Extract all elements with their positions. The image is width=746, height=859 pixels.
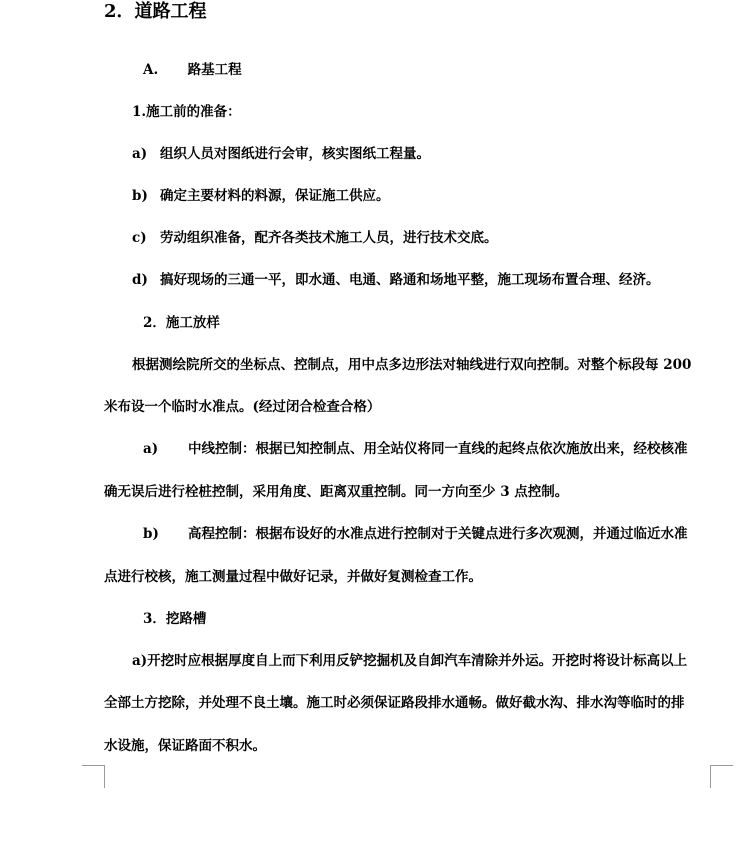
prep-item: [132, 228, 498, 248]
trench-title: 3．挖路槽: [143, 611, 207, 627]
prep-item-label: d): [132, 272, 148, 288]
prep-item: [132, 144, 430, 164]
elevation-control-line: 点进行校核，施工测量过程中做好记录，并做好复测检查工作。: [104, 569, 482, 585]
subsection-label: A.: [143, 62, 159, 78]
layout-section-title: 2．施工放样: [143, 315, 220, 331]
centerline-text: 中线控制：根据已知控制点、用全站仪将同一直线的起终点依次施放出来，经校核准: [188, 441, 688, 457]
trench-paragraph-line: a)开挖时应根据厚度自上而下利用反铲挖掘机及自卸汽车清除并外运。开挖时将设计标高以上: [132, 653, 688, 669]
centerline-label: a): [143, 441, 159, 457]
prep-title: 1.施工前的准备：: [132, 104, 241, 120]
centerline-control-line: [143, 439, 688, 459]
prep-item-label: c): [132, 230, 147, 246]
prep-item-text: 组织人员对图纸进行会审，核实图纸工程量。: [160, 146, 430, 162]
prep-item-label: a): [132, 146, 148, 162]
prep-item-label: b): [132, 188, 148, 204]
elevation-control-line: [143, 524, 688, 544]
prep-item-text: 确定主要材料的料源，保证施工供应。: [160, 188, 390, 204]
subsection-title: 路基工程: [187, 62, 242, 78]
section-heading: 2．道路工程: [104, 1, 207, 22]
prep-item: [132, 186, 390, 206]
page-corner-mark-left: [82, 765, 105, 788]
elevation-text: 高程控制：根据布设好的水准点进行控制对于关键点进行多次观测，并通过临近水准: [188, 526, 688, 542]
subsection-heading: [143, 60, 242, 80]
page-corner-mark-right: [710, 765, 733, 788]
elevation-label: b): [143, 526, 159, 542]
centerline-control-line: 确无误后进行栓桩控制，采用角度、距离双重控制。同一方向至少 3 点控制。: [104, 484, 569, 500]
prep-item-text: 劳动组织准备，配齐各类技术施工人员，进行技术交底。: [160, 230, 498, 246]
prep-item: [132, 270, 660, 290]
prep-item-text: 搞好现场的三通一平，即水通、电通、路通和场地平整，施工现场布置合理、经济。: [160, 272, 660, 288]
layout-intro-line: 米布设一个临时水准点。(经过闭合检查合格）: [104, 399, 381, 415]
trench-paragraph-line: 全部土方挖除，并处理不良土壤。施工时必须保证路段排水通畅。做好截水沟、排水沟等临时的排: [104, 695, 685, 711]
layout-intro-line: 根据测绘院所交的坐标点、控制点，用中点多边形法对轴线进行双向控制。对整个标段每 200: [132, 357, 692, 373]
trench-paragraph-line: 水设施，保证路面不积水。: [104, 738, 266, 754]
